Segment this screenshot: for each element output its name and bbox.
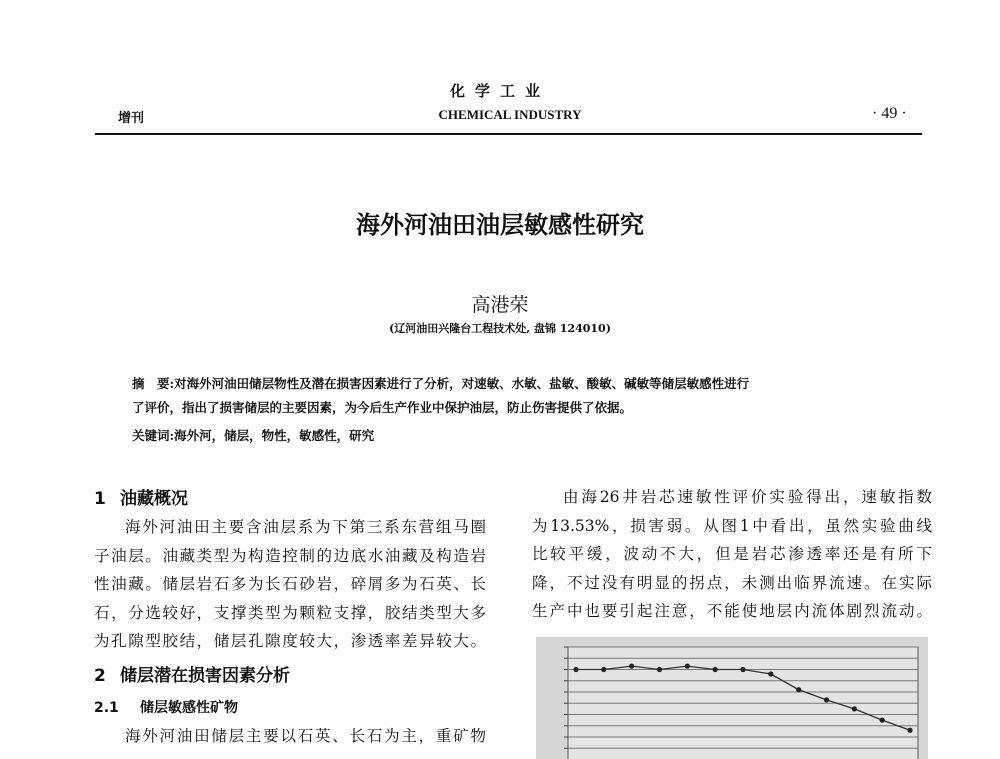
section-2-1-heading bbox=[94, 697, 486, 717]
section-2-1-title: 储层敏感性矿物 bbox=[140, 700, 238, 716]
data-point bbox=[685, 664, 690, 669]
body-line: 降，不过没有明显的拐点，未测出临界流速。在实际 bbox=[532, 573, 932, 592]
body-line: 比较平缓，波动不大，但是岩芯渗透率还是有所下 bbox=[532, 545, 932, 564]
abstract-text-line-2: 了评价，指出了损害储层的主要因素，为今后生产作业中保护油层，防止伤害提供了依据。 bbox=[132, 400, 633, 415]
chart-svg bbox=[536, 637, 928, 759]
section-2-1-body bbox=[94, 722, 486, 751]
body-line: 子油层。油藏类型为构造控制的边底水油藏及构造岩 bbox=[94, 546, 486, 565]
article-author: 高港荣 bbox=[471, 294, 529, 316]
section-2-1-number: 2.1 bbox=[94, 700, 119, 716]
keywords bbox=[132, 426, 374, 444]
section-2-heading bbox=[94, 661, 486, 686]
right-column-body bbox=[532, 483, 932, 626]
data-point bbox=[573, 667, 578, 672]
body-line: 性油藏。储层岩石多为长石砂岩，碎屑多为石英、长 bbox=[94, 575, 486, 594]
data-point bbox=[824, 697, 829, 702]
data-point bbox=[768, 671, 773, 676]
section-1-number: 1 bbox=[94, 489, 106, 509]
data-point bbox=[629, 664, 634, 669]
figure-1-chart bbox=[536, 637, 928, 759]
body-line: 海外河油田主要含油层系为下第三系东营组马圈 bbox=[125, 518, 486, 536]
keywords-text: 海外河，储层，物性，敏感性，研究 bbox=[174, 428, 375, 443]
data-point bbox=[740, 667, 745, 672]
section-2-title: 储层潜在损害因素分析 bbox=[120, 666, 290, 686]
data-point bbox=[657, 667, 662, 672]
body-line: 由海26井岩芯速敏性评价实验得出，速敏指数 bbox=[563, 488, 932, 506]
section-2-number: 2 bbox=[94, 666, 106, 686]
section-1-heading bbox=[94, 484, 486, 509]
body-line: 海外河油田储层主要以石英、长石为主，重矿物 bbox=[125, 727, 486, 745]
header-rule bbox=[95, 133, 922, 135]
data-point bbox=[796, 687, 801, 692]
data-point bbox=[880, 718, 885, 723]
supplement-label: 增刊 bbox=[118, 111, 145, 126]
article-title: 海外河油田油层敏感性研究 bbox=[356, 211, 644, 239]
abstract-text-line-1: 对海外河油田储层物性及潜在损害因素进行了分析，对速敏、水敏、盐敏、酸敏、碱敏等储层敏感性进行 bbox=[174, 376, 750, 391]
data-point bbox=[852, 706, 857, 711]
abstract bbox=[132, 372, 902, 420]
section-1-title: 油藏概况 bbox=[120, 489, 188, 509]
journal-name-en: CHEMICAL INDUSTRY bbox=[438, 107, 582, 122]
author-affiliation: (辽河油田兴隆台工程技术处, 盘锦 124010) bbox=[389, 322, 611, 335]
body-line: 为孔隙型胶结，储层孔隙度较大，渗透率差异较大。 bbox=[94, 632, 486, 651]
body-line: 生产中也要引起注意，不能使地层内流体剧烈流动。 bbox=[532, 602, 932, 621]
body-line: 为13.53%，损害弱。从图1中看出，虽然实验曲线 bbox=[532, 516, 932, 535]
page-number: · 49 · bbox=[872, 105, 907, 122]
data-point bbox=[907, 728, 912, 733]
data-point bbox=[601, 667, 606, 672]
data-point bbox=[713, 667, 718, 672]
journal-name-cn: 化学工业 bbox=[449, 82, 550, 100]
abstract-label: 摘 要: bbox=[132, 376, 175, 391]
section-1-body bbox=[94, 513, 486, 656]
body-line: 石，分选较好，支撑类型为颗粒支撑，胶结类型大多 bbox=[94, 603, 486, 622]
keywords-label: 关键词: bbox=[132, 428, 175, 443]
